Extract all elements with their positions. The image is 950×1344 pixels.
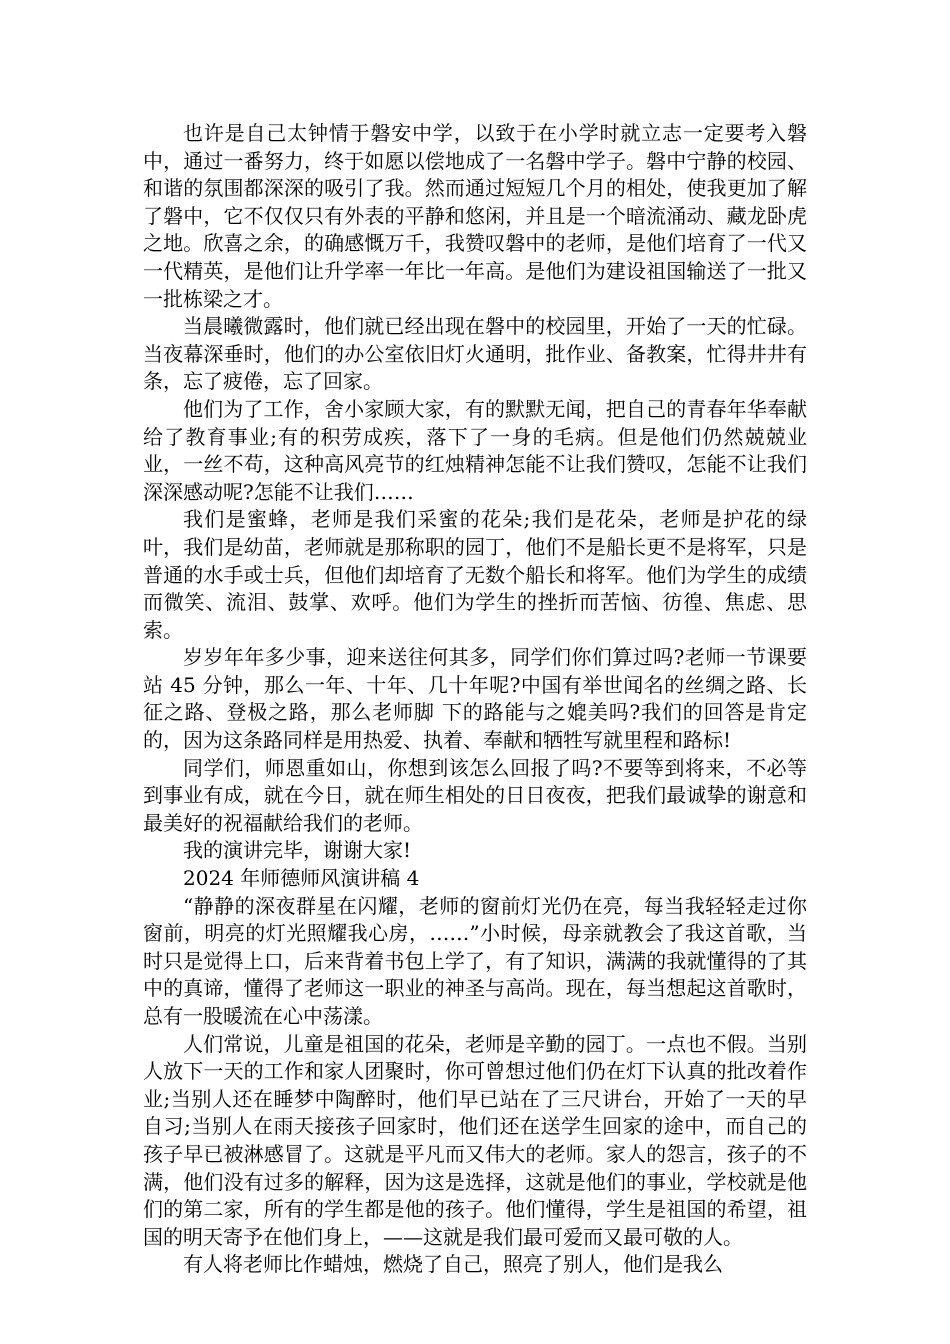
paragraph-8: “静静的深夜群星在闪耀，老师的窗前灯光仍在亮，每当我轻轻走过你窗前，明亮的灯光照耀我心房，……”小时候，母亲就教会了我这首歌，当时只是觉得上口，后来背着书包上学了，有了知识，满满的我就懂得的了其中的真谛，懂得了老师这一职业的神圣与高尚。现在，每当想起这首歌时，总有一股暖流在心中荡漾。 xyxy=(143,893,807,1028)
paragraph-10: 有人将老师比作蜡烛，燃烧了自己，照亮了别人，他们是我么 xyxy=(183,1252,723,1277)
paragraph-2: 当晨曦微露时，他们就已经出现在磐中的校园里，开始了一天的忙碌。当夜幕深垂时，他们的办公室依旧灯火通明，批作业、备教案，忙得井井有条，忘了疲倦，忘了回家。 xyxy=(143,314,807,394)
section-heading: 2024 年师德师风演讲稿 4 xyxy=(183,866,420,891)
paragraph-5: 岁岁年年多少事，迎来送往何其多，同学们你们算过吗?老师一节课要站 45 分钟，那么一年、十年、几十年呢?中国有举世闻名的丝绸之路、长征之路、登极之路，那么老师脚 下的路能与之媲美吗?我们的回答是肯定的，因为这条路同样是用热爱、执着、奉献和牺牲写就里程和路标! xyxy=(143,645,807,753)
document-page xyxy=(143,120,807,1279)
paragraph-1: 也许是自己太钟情于磐安中学，以致于在小学时就立志一定要考入磐中，通过一番努力，终于如愿以偿地成了一名磐中学子。磐中宁静的校园、和谐的氛围都深深的吸引了我。然而通过短短几个月的相处，使我更加了解了磐中，它不仅仅只有外表的平静和悠闲，并且是一个暗流涌动、藏龙卧虎之地。欣喜之余，的确感慨万千，我赞叹磐中的老师，是他们培育了一代又一代精英，是他们让升学率一年比一年高。是他们为建设祖国输送了一批又一批栋梁之才。 xyxy=(143,121,807,311)
paragraph-7: 我的演讲完毕，谢谢大家! xyxy=(183,838,412,863)
paragraph-6: 同学们，师恩重如山，你想到该怎么回报了吗?不要等到将来，不必等到事业有成，就在今日，就在师生相处的日日夜夜，把我们最诚挚的谢意和最美好的祝福献给我们的老师。 xyxy=(143,755,807,835)
paragraph-4: 我们是蜜蜂，老师是我们采蜜的花朵;我们是花朵，老师是护花的绿叶，我们是幼苗，老师就是那称职的园丁，他们不是船长更不是将军，只是普通的水手或士兵，但他们却培育了无数个船长和将军。他们为学生的成绩而微笑、流泪、鼓掌、欢呼。他们为学生的挫折而苦恼、彷徨、焦虑、思索。 xyxy=(143,507,807,642)
paragraph-9: 人们常说，儿童是祖国的花朵，老师是辛勤的园丁。一点也不假。当别人放下一天的工作和家人团聚时，你可曾想过他们仍在灯下认真的批改着作业;当别人还在睡梦中陶醉时，他们早已站在了三尺讲台，开始了一天的早自习;当别人在雨天接孩子回家时，他们还在送学生回家的途中，而自己的孩子早已被淋感冒了。这就是平凡而又伟大的老师。家人的怨言，孩子的不满，他们没有过多的解释，因为这是选择，这就是他们的事业，学校就是他们的第二家，所有的学生都是他的孩子。他们懂得，学生是祖国的希望，祖国的明天寄予在他们身上，——这就是我们最可爱而又最可敬的人。 xyxy=(143,1031,807,1249)
paragraph-3: 他们为了工作，舍小家顾大家，有的默默无闻，把自己的青春年华奉献给了教育事业;有的积劳成疾，落下了一身的毛病。但是他们仍然兢兢业业，一丝不苟，这种高风亮节的红烛精神怎能不让我们赞叹，怎能不让我们深深感动呢?怎能不让我们…… xyxy=(143,396,807,504)
